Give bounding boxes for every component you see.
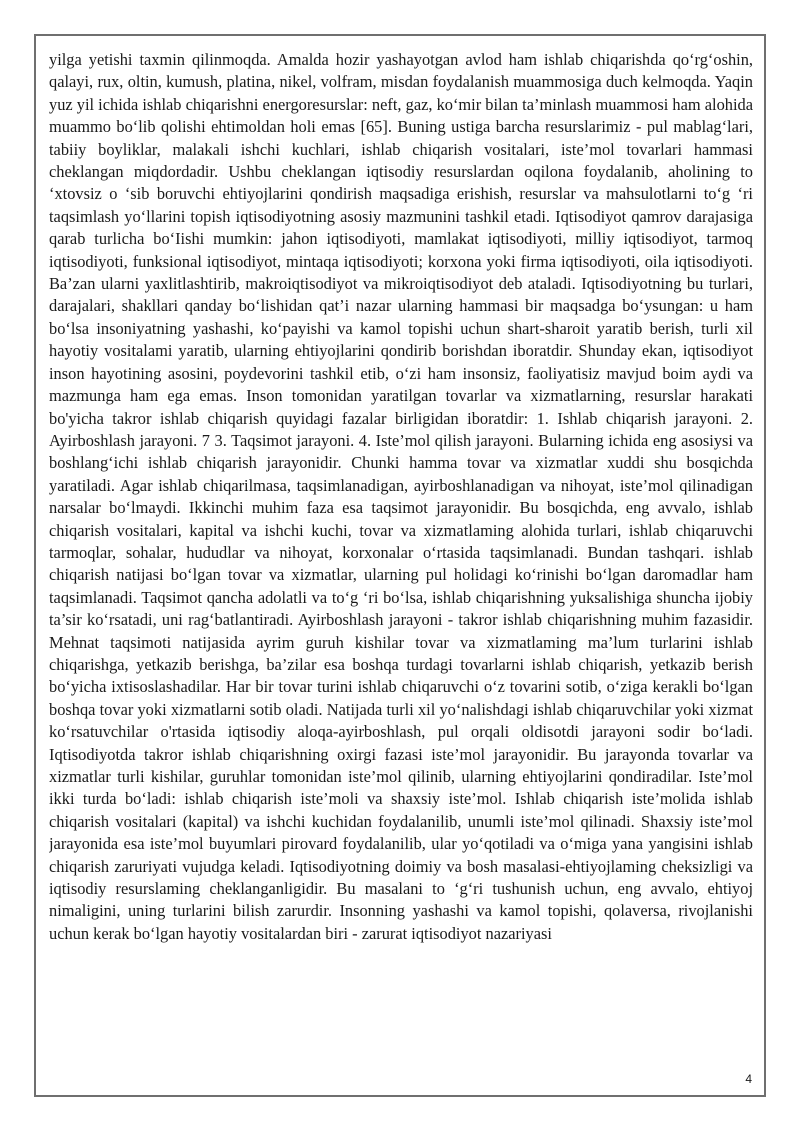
page-number: 4	[745, 1072, 752, 1086]
page-frame	[34, 34, 766, 1097]
body-paragraph: yilga yetishi taxmin qilinmoqda. Amalda hozir yashayotgan avlod ham ishlab chiqarishda qo‘rg‘oshin, qalayi, rux, oltin, kumush, platina, nikel, volfram, misdan foydalanish muammosiga duch kelmoqda. Yaqin yuz yil ichida ishlab chiqarishni energoresurslar: neft, gaz, ko‘mir bilan ta’minlash muammosi ham alohida muammo bo‘lib qolishi ehtimoldan holi emas [65]. Buning ustiga barcha resurslarimiz - pul mablag‘lari, tabiiy boyliklar, malakali ishchi kuchlari, ishlab chiqarish vositalari, iste’mol tovarlari hammasi cheklangan miqdordadir. Ushbu cheklangan iqtisodiy resurslardan oqilona foydalanib, aholining to ‘xtovsiz o ‘sib boruvchi ehtiyojlarini qondirish maqsadiga erishish, resurslar va mahsulotlarni to‘g ‘ri taqsimlash yo‘llarini topish iqtisodiyotning asosiy mazmunini tashkil etadi. Iqtisodiyot qamrov darajasiga qarab turlicha bo‘Iishi mumkin: jahon iqtisodiyoti, mamlakat iqtisodiyoti, milliy iqtisodiyot, tarmoq iqtisodiyoti, funksional iqtisodiyot, mintaqa iqtisodiyoti; korxona yoki firma iqtisodiyoti, oila iqtisodiyoti. Ba’zan ularni yaxlitlashtirib, makroiqtisodiyot va mikroiqtisodiyot deb ataladi. Iqtisodiyotning bu turlari, darajalari, shakllari qanday bo‘lishidan qat’i nazar ularning hammasi bir maqsadga bo‘ysungan: u ham bo‘lsa insoniyatning yashashi, ko‘payishi va kamol topishi uchun shart-sharoit yaratib berish, turli xil hayotiy vositalami yaratib, ularning ehtiyojlarini qondirib borishdan iboratdir. Shunday ekan, iqtisodiyot inson hayotining asosini, poydevorini tashkil etib, o‘zi ham insonsiz, faoliyatisiz mavjud boim aydi va mazmunga ham ega emas. Inson tomonidan yaratilgan tovarlar va xizmatlarning, resurslar harakati bo'yicha takror ishlab chiqarish quyidagi fazalar birligidan iboratdir: 1. Ishlab chiqarish jarayoni. 2. Ayirboshlash jarayoni. 7 3. Taqsimot jarayoni. 4. Iste’mol qilish jarayoni. Bularning ichida eng asosiysi va boshlang‘ichi ishlab chiqarish jarayonidir. Chunki hamma tovar va xizmatlar xuddi shu bosqichda yaratiladi. Agar ishlab chiqarilmasa, taqsimlanadigan, ayirboshlanadigan va nihoyat, iste’mol qilinadigan narsalar bo‘lmaydi. Ikkinchi muhim faza esa taqsimot jarayonidir. Bu bosqichda, eng avvalo, ishlab chiqarish vositalari, kapital va ishchi kuchi, tovar va xizmatlaming alohida turlari, ishlab chiqaruvchi tarmoqlar, sohalar, hududlar va nihoyat, korxonalar o‘rtasida taqsimlanadi. Bundan tashqari. ishlab chiqarish natijasi bo‘lgan tovar va xizmatlar, ularning pul holidagi ko‘rinishi bo‘lgan daromadlar ham taqsimlanadi. Taqsimot qancha adolatli va to‘g ‘ri bo‘lsa, ishlab chiqarishning yuksalishiga shuncha ijobiy ta’sir ko‘rsatadi, uni rag‘batlantiradi. Ayirboshlash jarayoni - takror ishlab chiqarishning muhim fazasidir. Mehnat taqsimoti natijasida ayrim guruh kishilar tovar va xizmatlaming ma’lum turlarini ishlab chiqarishga, yetkazib berishga, ba’zilar esa boshqa turdagi tovarlarni ishlab chiqarish, yetkazib berish bo‘yicha ixtisoslashadilar. Har bir tovar turini ishlab chiqaruvchi o‘z tovarini sotib, o‘ziga kerakli bo‘lgan boshqa tovar yoki xizmatlarni sotib oladi. Natijada turli xil yo‘nalishdagi ishlab chiqaruvchilar yoki xizmat ko‘rsatuvchilar o'rtasida iqtisodiy aloqa-ayirboshlash, pul orqali oldisotdi jarayoni sodir bo‘ladi. Iqtisodiyotda takror ishlab chiqarishning oxirgi fazasi iste’mol jarayonidir. Bu jarayonda tovarlar va xizmatlar turli kishilar, guruhlar tomonidan iste’mol qilinib, ularning ehtiyojlarini qondiradilar. Iste’mol ikki turda bo‘ladi: ishlab chiqarish iste’moli va shaxsiy iste’mol. Ishlab chiqarish iste’molida ishlab chiqarish vositalari (kapital) va ishchi kuchidan foydalanilib, unumli iste’mol qilinadi. Shaxsiy iste’mol jarayonida esa iste’mol buyumlari pirovard foydalanilib, ular yo‘qotiladi va o‘miga yana yangisini ishlab chiqarish zaruriyati vujudga keladi. Iqtisodiyotning doimiy va bosh masalasi-ehtiyojlaming cheksizligi va iqtisodiy resurslaming cheklanganligidir. Bu masalani to ‘g‘ri tushunish uchun, eng avvalo, ehtiyoj nimaligini, uning turlarini bilish zarurdir. Insonning yashashi va kamol topishi, qolaversa, rivojlanishi uchun kerak bo‘lgan hayotiy vositalardan biri - zarurat iqtisodiyot nazariyasi	[49, 50, 753, 943]
page-body	[49, 49, 753, 1055]
